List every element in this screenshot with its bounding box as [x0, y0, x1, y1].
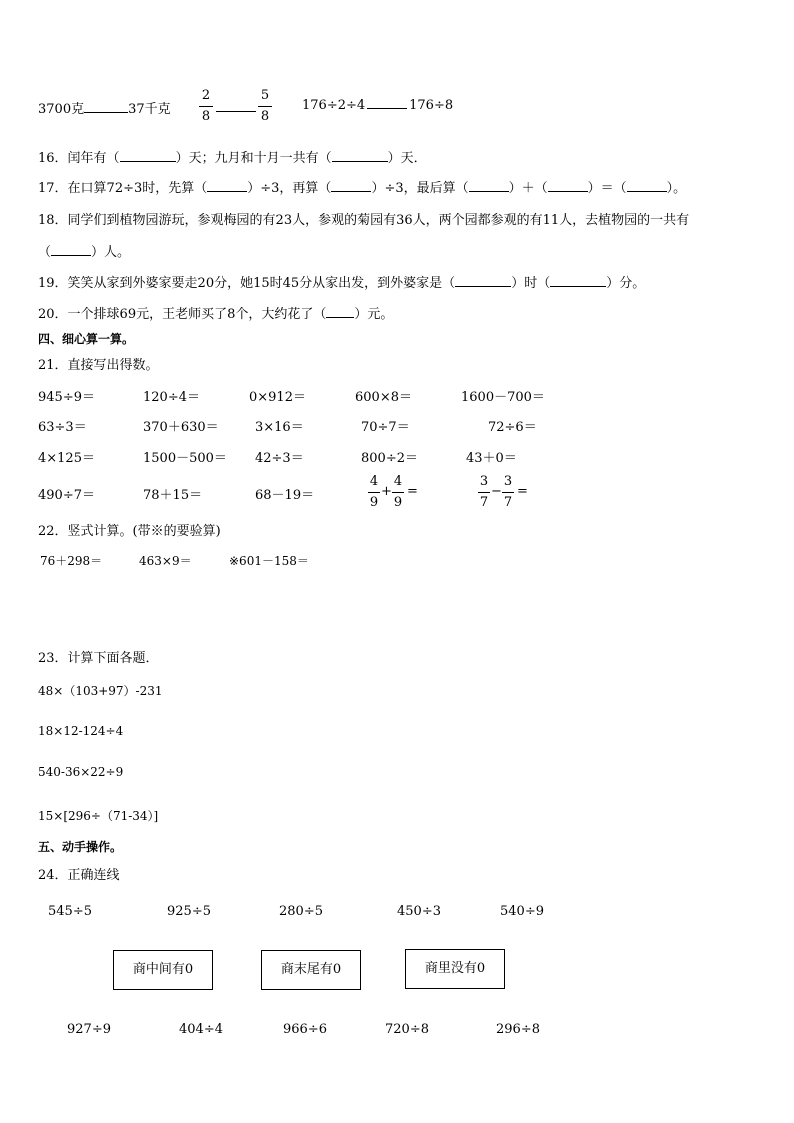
answer-blank[interactable] [550, 286, 606, 287]
answer-blank[interactable] [469, 191, 509, 192]
section-heading-5: 五、动手操作。 [38, 840, 123, 854]
numerator: 3 [479, 474, 489, 489]
category-box-no-zero[interactable]: 商里没有0 [405, 949, 505, 989]
calc-expression: 540-36×22÷9 [38, 765, 124, 779]
numerator: 5 [260, 88, 270, 103]
question-text: 笑笑从家到外婆家要走20分，她15时45分从家出发，到外婆家是（ [67, 276, 456, 291]
answer-blank[interactable] [207, 191, 247, 192]
calc-item: 0×912＝ [249, 390, 306, 405]
calc-item: 800÷2＝ [361, 451, 418, 466]
fraction-five-eighths [258, 88, 272, 125]
match-item-top[interactable]: 540÷9 [500, 904, 544, 919]
section-heading-4: 四、细心算一算。 [38, 332, 135, 346]
weight-left: 3700克 [38, 102, 85, 117]
vertical-calc-item: 463×9＝ [139, 554, 192, 568]
question-number: 16． [38, 151, 68, 166]
compare-item-weight [38, 98, 171, 117]
question-text: 在口算72÷3时，先算（ [67, 181, 208, 196]
fraction [502, 474, 514, 511]
fraction-bar [478, 492, 490, 493]
calc-item: 945÷9＝ [38, 390, 95, 405]
calc-item: 72÷6＝ [488, 420, 537, 435]
match-item-top[interactable]: 545÷5 [48, 904, 92, 919]
question-text: 一个排球69元，王老师买了8个，大约花了（ [67, 307, 327, 322]
weight-right: 37千克 [128, 102, 171, 117]
question-text: ）÷3，最后算（ [371, 181, 469, 196]
question-21-title: 21．直接写出得数。 [38, 358, 159, 373]
answer-blank[interactable] [120, 161, 176, 162]
calc-expression: 18×12-124÷4 [38, 724, 124, 738]
calc-item: 600×8＝ [355, 390, 412, 405]
question-text: ）分。 [606, 276, 646, 291]
question-20 [38, 303, 393, 322]
fraction-bar [258, 106, 272, 107]
fraction-bar [199, 106, 213, 107]
question-18 [38, 209, 689, 228]
calc-item: 70÷7＝ [361, 420, 410, 435]
calc-item: 63÷3＝ [38, 420, 87, 435]
match-item-top[interactable]: 925÷5 [167, 904, 211, 919]
fraction [392, 474, 404, 511]
question-18-line2 [38, 241, 130, 260]
question-19 [38, 272, 645, 291]
answer-blank[interactable] [332, 161, 388, 162]
calc-item: 42÷3＝ [255, 451, 304, 466]
vertical-calc-item: ※601－158＝ [229, 554, 309, 568]
denominator: 8 [260, 109, 270, 124]
question-number: 17． [38, 181, 68, 196]
question-text: （ [38, 245, 52, 260]
fraction [478, 474, 490, 511]
answer-blank[interactable] [627, 191, 667, 192]
fraction-two-eighths [199, 88, 213, 125]
calc-item: 120÷4＝ [143, 390, 200, 405]
question-23-title: 23．计算下面各题． [38, 651, 159, 666]
fraction-bar [392, 492, 404, 493]
question-text: 同学们到植物园游玩，参观梅园的有23人，参观的菊园有36人，两个园都参观的有11人，去植物园的一共有 [67, 213, 690, 228]
answer-blank[interactable] [216, 111, 256, 112]
question-number: 18． [38, 213, 68, 228]
match-item-bottom[interactable]: 296÷8 [496, 1022, 540, 1037]
match-item-bottom[interactable]: 404÷4 [179, 1022, 223, 1037]
question-16 [38, 147, 427, 166]
question-text: 闰年有（ [67, 151, 120, 166]
question-number: 19． [38, 276, 68, 291]
answer-blank[interactable] [326, 317, 354, 318]
answer-blank[interactable] [455, 286, 511, 287]
question-text: ）天． [387, 151, 427, 166]
question-text: ）＝（ [587, 181, 627, 196]
calc-item: 3×16＝ [255, 420, 304, 435]
numerator: 2 [201, 88, 211, 103]
calc-expression: 15×[296÷（71-34）] [38, 809, 159, 823]
question-text: ）元。 [354, 307, 394, 322]
calc-item: 4×125＝ [38, 451, 95, 466]
question-text: ）÷3，再算（ [247, 181, 332, 196]
match-item-bottom[interactable]: 720÷8 [385, 1022, 429, 1037]
question-24-title: 24．正确连线 [38, 868, 120, 883]
question-number: 20． [38, 307, 68, 322]
calc-item: 490÷7＝ [38, 488, 95, 503]
denominator: 8 [201, 109, 211, 124]
division-left: 176÷2÷4 [302, 98, 366, 113]
question-22-title: 22．竖式计算。(带※的要验算) [38, 524, 221, 539]
compare-item-division [302, 98, 453, 113]
numerator: 4 [369, 474, 379, 489]
numerator: 3 [503, 474, 513, 489]
calc-expression: 48×（103+97）-231 [38, 684, 163, 698]
division-right: 176÷8 [409, 98, 454, 113]
numerator: 4 [393, 474, 403, 489]
calc-item: 370＋630＝ [143, 420, 219, 435]
question-text: ）时（ [511, 276, 551, 291]
operator: − [491, 484, 502, 499]
question-text: ）。 [666, 181, 687, 196]
answer-blank[interactable] [51, 255, 91, 256]
denominator: 7 [479, 495, 489, 510]
answer-blank[interactable] [367, 108, 407, 109]
equals-sign: = [407, 484, 418, 499]
question-text: ）＋（ [508, 181, 548, 196]
category-box-zero-middle[interactable]: 商中间有0 [113, 950, 213, 990]
denominator: 9 [393, 495, 403, 510]
question-text: ）天；九月和十月一共有（ [175, 151, 332, 166]
operator: + [381, 484, 392, 499]
fraction [368, 474, 380, 511]
calc-item: 1500－500＝ [143, 451, 227, 466]
fraction-bar [502, 492, 514, 493]
fraction-bar [368, 492, 380, 493]
vertical-calc-item: 76＋298＝ [40, 554, 103, 568]
match-item-top[interactable]: 450÷3 [397, 904, 441, 919]
calc-item: 68－19＝ [255, 488, 315, 503]
match-item-top[interactable]: 280÷5 [279, 904, 323, 919]
answer-blank[interactable] [548, 191, 588, 192]
category-box-zero-end[interactable]: 商末尾有0 [261, 950, 361, 990]
denominator: 9 [369, 495, 379, 510]
question-text: ）人。 [91, 245, 131, 260]
calc-item: 78＋15＝ [143, 488, 203, 503]
match-item-bottom[interactable]: 966÷6 [283, 1022, 327, 1037]
match-item-bottom[interactable]: 927÷9 [67, 1022, 111, 1037]
equals-sign: = [517, 484, 528, 499]
calc-item: 1600－700＝ [461, 390, 545, 405]
denominator: 7 [503, 495, 513, 510]
calc-item: 43＋0＝ [466, 451, 517, 466]
answer-blank[interactable] [84, 112, 128, 113]
question-17 [38, 177, 686, 196]
answer-blank[interactable] [331, 191, 371, 192]
